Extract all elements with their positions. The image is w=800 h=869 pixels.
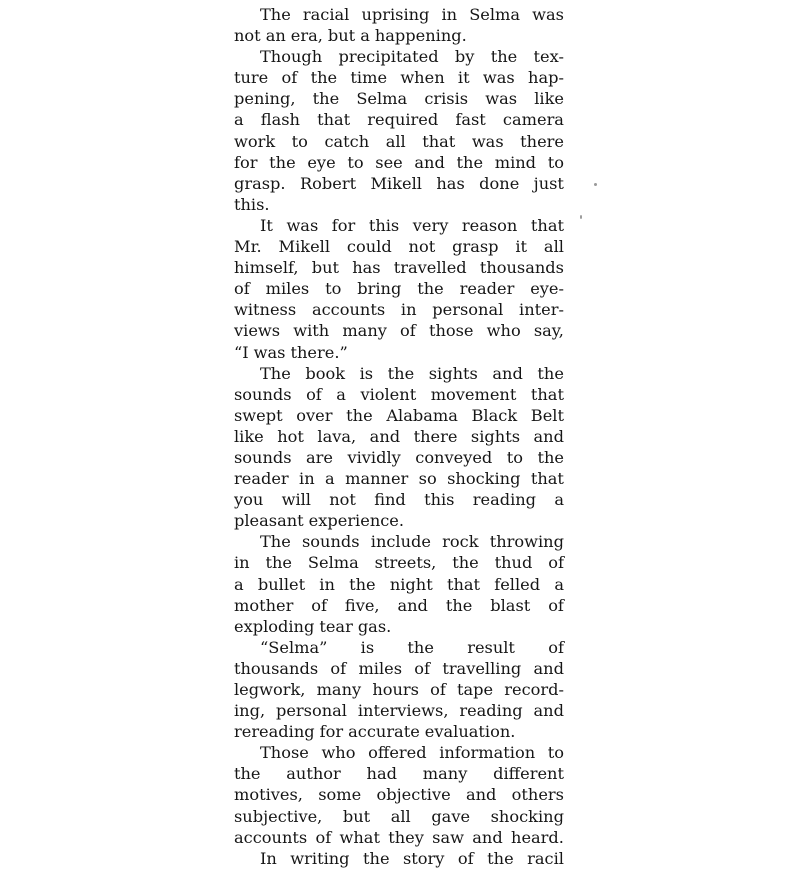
article-word: like (534, 89, 564, 109)
article-word: The (260, 5, 291, 24)
article-line (234, 88, 564, 109)
article-word: “I (234, 342, 249, 362)
article-word: of (400, 321, 416, 341)
article-word: rock (442, 532, 479, 552)
article-word: witness (234, 300, 297, 320)
article-word: they (388, 827, 424, 847)
article-word: views (234, 321, 281, 341)
article-line (234, 109, 564, 130)
article-word: reader (459, 279, 515, 299)
article-word: camera (502, 110, 564, 130)
article-word: the (312, 89, 340, 109)
article-word: shocking (447, 469, 521, 489)
article-word: was (286, 215, 319, 235)
article-word: for (331, 215, 356, 235)
article-word: accounts (234, 827, 308, 847)
article-word: travelling (442, 658, 522, 678)
article-line (234, 763, 564, 784)
article-word: hap- (528, 68, 564, 88)
article-word: reason (461, 215, 518, 235)
article-word: himself, (234, 258, 299, 278)
article-word: and (492, 363, 523, 383)
article-line (234, 827, 564, 848)
article-word: the (417, 279, 444, 299)
article-word: different (493, 764, 564, 784)
article-line (234, 679, 564, 700)
article-word: gas. (357, 616, 392, 636)
article-line (234, 405, 564, 426)
article-word: so (418, 469, 437, 489)
article-word: see (375, 152, 403, 172)
article-word: inter- (519, 300, 564, 320)
article-word: The (260, 532, 291, 552)
article-word: thousands (479, 258, 564, 278)
article-word: had (366, 764, 397, 784)
article-word: book (305, 363, 346, 383)
article-word: hours (372, 680, 419, 699)
article-word: and (369, 426, 401, 446)
article-word: offered (368, 743, 427, 763)
article-word: was (485, 89, 518, 109)
article-word: include (370, 532, 431, 552)
article-word: the (349, 574, 376, 594)
article-line (234, 489, 564, 510)
article-word: there (520, 131, 564, 151)
article-line (234, 426, 564, 447)
article-word: all (543, 237, 564, 257)
article-word: all (385, 131, 406, 151)
article-word: Belt (530, 405, 564, 425)
article-word: Though (260, 47, 323, 67)
article-line (234, 320, 564, 341)
article-word: required (367, 110, 439, 130)
article-word: ture (234, 68, 269, 88)
article-word: was (532, 5, 564, 24)
article-word: to (547, 743, 564, 763)
article-word: the (269, 152, 296, 172)
article-line (234, 299, 564, 320)
article-word: of (330, 658, 347, 678)
article-line (234, 215, 564, 236)
article-word: “Selma” (260, 637, 328, 657)
article-word: mind (494, 152, 537, 172)
article-word: grasp (452, 237, 499, 257)
article-word: five, (344, 595, 380, 615)
article-word: the (234, 764, 261, 784)
article-word: an (265, 26, 286, 46)
article-word: reader (234, 469, 289, 489)
article-word: Alabama (386, 405, 458, 425)
article-word: bring (357, 279, 402, 299)
article-word: ing, (234, 701, 266, 721)
article-word: personal (275, 701, 347, 721)
article-word: many (422, 764, 468, 784)
article-word: shocking (490, 806, 564, 826)
article-word: with (293, 321, 330, 341)
article-word: happening. (374, 26, 467, 46)
article-word: and (533, 701, 564, 721)
article-word: precipitated (338, 47, 439, 67)
article-word: of (548, 553, 564, 573)
article-word: grasp. (234, 173, 286, 193)
article-word: the (407, 637, 434, 657)
article-word: streets, (374, 553, 437, 573)
article-line (234, 742, 564, 763)
article-word: just (533, 173, 564, 193)
article-word: It (260, 215, 273, 235)
article-word: there (413, 426, 458, 446)
article-word: that (422, 131, 456, 151)
article-word: the (363, 848, 390, 868)
article-word: that (446, 574, 481, 594)
article-word: was (471, 131, 504, 151)
article-word: record- (504, 680, 564, 699)
article-word: to (506, 447, 524, 467)
article-word: night (389, 574, 433, 594)
article-word: swept (234, 405, 283, 425)
article-word: a (554, 490, 564, 510)
article-word: rereading (234, 722, 315, 742)
article-line (234, 616, 564, 637)
article-word: heard. (511, 827, 564, 847)
article-line (234, 637, 564, 658)
article-word: but (311, 258, 340, 278)
article-word: are (306, 447, 333, 467)
article-line (234, 700, 564, 721)
article-word: travelled (393, 258, 467, 278)
article-word: author (286, 764, 341, 784)
article-word: story (403, 848, 445, 868)
article-word: violent (360, 384, 417, 404)
article-word: tear (319, 616, 353, 636)
article-word: for (319, 722, 344, 742)
article-line (234, 552, 564, 573)
article-word: time (350, 68, 388, 88)
article-word: miles (358, 658, 403, 678)
article-word: crisis (424, 89, 469, 109)
article-line (234, 278, 564, 299)
article-word: legwork, (234, 680, 306, 699)
article-line (234, 848, 564, 869)
article-word: the (537, 447, 564, 467)
article-word: writing (290, 848, 350, 868)
article-word: mother (234, 595, 294, 615)
article-word: Selma (307, 553, 359, 573)
article-word: era, (290, 26, 323, 46)
article-word: reading (472, 490, 537, 510)
article-word: this. (234, 194, 270, 214)
article-line (234, 131, 564, 152)
article-word: for (234, 152, 258, 172)
article-word: saw (432, 827, 464, 847)
article-word: could (346, 237, 392, 257)
article-word: experience. (308, 511, 405, 531)
article-word: personal (432, 300, 504, 320)
article-word: who (321, 743, 356, 763)
article-word: flash (260, 110, 300, 130)
article-word: who (486, 321, 521, 341)
article-word: in (299, 469, 315, 489)
article-word: movement (430, 384, 517, 404)
article-line (234, 67, 564, 88)
scan-speck (580, 215, 582, 219)
article-word: racial (302, 5, 350, 24)
article-word: pening, (234, 89, 296, 109)
article-word: objective (376, 785, 451, 805)
article-word: there.” (290, 342, 348, 362)
article-word: blast (490, 595, 531, 615)
article-word: of (315, 827, 332, 847)
article-word: that (317, 110, 351, 130)
article-word: a (360, 26, 370, 46)
article-word: subjective, (234, 806, 323, 826)
article-word: what (339, 827, 380, 847)
article-word: eye (307, 152, 336, 172)
scan-speck (594, 183, 597, 186)
article-word: catch (324, 131, 370, 151)
article-word: find (374, 490, 406, 510)
article-line (234, 257, 564, 278)
article-word: in (319, 574, 335, 594)
article-word: reading (459, 701, 523, 721)
article-line (234, 784, 564, 805)
article-word: it (515, 237, 528, 257)
article-word: a (234, 574, 244, 594)
article-word: to (291, 131, 308, 151)
article-word: sounds (234, 384, 292, 404)
article-word: hot (277, 426, 304, 446)
article-word: Selma (469, 5, 521, 24)
article-word: to (347, 152, 364, 172)
article-line (234, 806, 564, 827)
article-word: the (445, 595, 473, 615)
article-word: miles (265, 279, 310, 299)
article-word: that (530, 384, 564, 404)
article-word: the (490, 47, 518, 67)
article-line (234, 194, 564, 215)
article-word: eye- (530, 279, 564, 299)
article-word: but (327, 26, 356, 46)
article-word: done (479, 173, 520, 193)
article-word: was (482, 68, 515, 88)
article-word: those (428, 321, 474, 341)
article-word: The (260, 363, 291, 383)
article-word: has (436, 173, 465, 193)
article-word: manner (345, 469, 409, 489)
article-word: of (430, 680, 446, 699)
article-word: Selma (356, 89, 408, 109)
article-word: gave (431, 806, 471, 826)
article-word: like (234, 426, 264, 446)
article-line (234, 384, 564, 405)
article-word: of (414, 658, 431, 678)
article-line (234, 574, 564, 595)
article-word: Black (471, 405, 518, 425)
article-word: has (352, 258, 381, 278)
article-line (234, 173, 564, 194)
article-line (234, 4, 564, 25)
article-word: a (336, 384, 346, 404)
article-word: the (346, 405, 373, 425)
article-word: to (325, 279, 342, 299)
article-word: tex- (533, 47, 564, 67)
article-word: of (548, 595, 564, 615)
article-word: very (412, 215, 449, 235)
article-word: of (457, 848, 474, 868)
article-column (234, 4, 564, 869)
article-line (234, 342, 564, 363)
article-word: Mikell (370, 173, 422, 193)
article-word: work (234, 131, 276, 151)
article-word: and (414, 152, 445, 172)
article-word: vividly (347, 447, 401, 467)
article-word: the (310, 68, 338, 88)
article-line (234, 236, 564, 257)
article-word: a (325, 469, 335, 489)
article-line (234, 25, 564, 46)
article-word: a (234, 110, 244, 130)
article-word: and (465, 785, 497, 805)
article-word: of (281, 68, 298, 88)
article-word: accurate (348, 722, 420, 742)
article-word: lava, (317, 426, 357, 446)
article-word: others (511, 785, 564, 805)
article-word: the (537, 363, 564, 383)
article-word: tape (457, 680, 494, 699)
article-word: conveyed (415, 447, 493, 467)
article-word: in (400, 300, 417, 320)
article-word: sights (470, 426, 521, 446)
article-word: the (487, 848, 514, 868)
article-word: it (457, 68, 470, 88)
article-word: not (408, 237, 436, 257)
article-word: say, (533, 321, 564, 341)
article-word: evaluation. (424, 722, 516, 742)
article-line (234, 595, 564, 616)
article-word: of (234, 279, 250, 299)
article-line (234, 658, 564, 679)
article-word: the (456, 152, 484, 172)
article-line (234, 46, 564, 67)
article-word: of (311, 595, 327, 615)
article-word: result (467, 637, 515, 657)
article-word: over (296, 405, 333, 425)
article-word: by (454, 47, 475, 67)
article-word: accounts (311, 300, 386, 320)
article-line (234, 531, 564, 552)
article-word: will (281, 490, 311, 510)
article-word: you (234, 490, 264, 510)
article-word: not (329, 490, 356, 510)
article-word: was (253, 342, 286, 362)
article-word: and (533, 426, 564, 446)
article-word: in (234, 553, 250, 573)
article-line (234, 152, 564, 173)
article-word: thousands (234, 658, 319, 678)
article-line (234, 468, 564, 489)
article-word: and (472, 827, 503, 847)
article-word: uprising (361, 5, 430, 24)
article-word: when (400, 68, 445, 88)
article-word: felled (494, 574, 541, 594)
article-word: thud (494, 553, 533, 573)
article-word: in (441, 5, 458, 24)
article-line (234, 447, 564, 468)
article-word: a (554, 574, 564, 594)
article-word: and (397, 595, 428, 615)
article-word: of (548, 637, 564, 657)
article-word: all (390, 806, 411, 826)
article-word: the (265, 553, 293, 573)
article-word: not (234, 26, 261, 46)
article-word: some (318, 785, 362, 805)
article-word: the (387, 363, 415, 383)
article-word: Mikell (278, 237, 331, 257)
article-line (234, 721, 564, 742)
article-line (234, 363, 564, 384)
article-word: this (424, 490, 455, 510)
article-word: sights (428, 363, 478, 383)
article-word: of (306, 384, 322, 404)
article-word: racil (527, 848, 564, 868)
article-word: to (547, 152, 564, 172)
article-word: In (260, 848, 277, 868)
article-word: the (452, 553, 479, 573)
article-word: is (359, 363, 374, 383)
article-word: Those (260, 743, 309, 763)
article-word: that (530, 215, 564, 235)
article-word: motives, (234, 785, 303, 805)
article-word: pleasant (234, 511, 304, 531)
article-line (234, 510, 564, 531)
article-word: many (342, 321, 387, 341)
article-word: but (342, 806, 371, 826)
article-word: information (439, 743, 536, 763)
article-word: this (368, 215, 400, 235)
article-word: sounds (234, 447, 292, 467)
article-word: sounds (302, 532, 360, 552)
article-word: and (533, 658, 564, 678)
article-word: is (360, 637, 375, 657)
article-word: fast (455, 110, 486, 130)
article-word: interviews, (357, 701, 449, 721)
article-word: many (316, 680, 362, 699)
article-word: Mr. (234, 237, 262, 257)
article-word: that (530, 469, 564, 489)
article-word: throwing (489, 532, 564, 552)
article-word: exploding (234, 616, 315, 636)
article-word: Robert (299, 173, 357, 193)
article-word: bullet (257, 574, 306, 594)
